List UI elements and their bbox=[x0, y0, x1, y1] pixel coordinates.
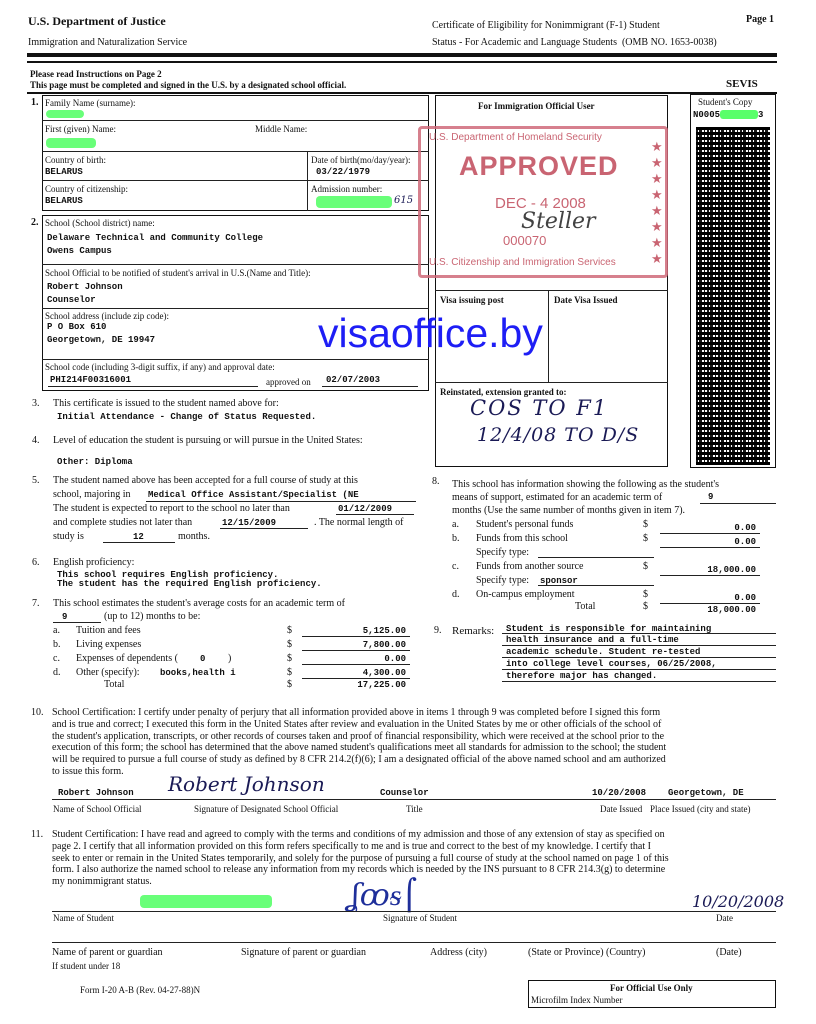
cost-total-label: Total bbox=[104, 679, 125, 690]
cost-row-amount: 7,800.00 bbox=[362, 640, 406, 650]
certificate-title: Certificate of Eligibility for Nonimmigrant (F-1) Student bbox=[432, 20, 660, 31]
support-total-label: Total bbox=[575, 601, 596, 612]
school-code: PHI214F00316001 bbox=[50, 375, 132, 385]
item-5-months-label: months. bbox=[178, 531, 210, 542]
student-copy-label: Student's Copy bbox=[698, 97, 753, 107]
dob-label: Date of birth(mo/day/year): bbox=[311, 155, 411, 165]
item-4-value: Other: Diploma bbox=[57, 457, 133, 467]
cost-row-label: Other (specify): bbox=[76, 667, 140, 678]
sevis-id: N0005 3 bbox=[693, 110, 764, 120]
header-rule bbox=[27, 53, 777, 57]
school-address-label: School address (include zip code): bbox=[45, 311, 169, 321]
cost-row-dollar: $ bbox=[287, 667, 292, 678]
certification-line: and is true and correct; I executed this form in the United States after review and evaluation in the United States by me or other officials of the school of bbox=[52, 718, 662, 730]
remarks-label: Remarks: bbox=[452, 625, 495, 637]
certificate-subtitle: Status - For Academic and Language Students (OMB NO. 1653-0038) bbox=[432, 37, 717, 48]
birth-country-value: BELARUS bbox=[45, 167, 83, 177]
student-name-label: Name of Student bbox=[53, 913, 114, 923]
remarks-line-2: health insurance and a full-time bbox=[506, 635, 679, 645]
item-7-number: 7. bbox=[32, 598, 40, 609]
stamp-stars: ★ ★ ★ ★ ★ ★ ★ ★ bbox=[651, 139, 663, 266]
school-address-1: P O Box 610 bbox=[47, 322, 107, 332]
item-7-months-label: (up to 12) months to be: bbox=[104, 611, 201, 622]
remarks-line-1: Student is responsible for maintaining bbox=[506, 624, 712, 634]
citizenship-label: Country of citizenship: bbox=[45, 184, 128, 194]
item-4-number: 4. bbox=[32, 435, 40, 446]
cost-row-amount: 4,300.00 bbox=[362, 668, 406, 678]
cost-row-label: Living expenses bbox=[76, 639, 142, 650]
support-label: Student's personal funds bbox=[476, 519, 574, 530]
instructions-rule bbox=[27, 92, 777, 94]
certification-line: page 2. I certify that all information provided on this form refers specifically to me and is true and correct to the best of my knowledge. I certify that I bbox=[52, 840, 651, 852]
support-line bbox=[660, 603, 760, 604]
item-6-value-2: The student has the required English proficiency. bbox=[57, 579, 322, 589]
stamp-number: 000070 bbox=[503, 233, 547, 248]
instructions-line2: This page must be completed and signed in the U.S. by a designated school official. bbox=[30, 80, 347, 90]
cost-row-label: Tuition and fees bbox=[76, 625, 141, 636]
dob-value: 03/22/1979 bbox=[316, 167, 371, 177]
department-title: U.S. Department of Justice bbox=[28, 14, 166, 28]
item-1-number: 1. bbox=[31, 97, 39, 108]
item-5-major: Medical Office Assistant/Specialist (NE bbox=[148, 490, 359, 500]
support-specify-c: Specify type: bbox=[476, 575, 530, 586]
page-number: Page 1 bbox=[746, 14, 775, 25]
support-total-dollar: $ bbox=[643, 601, 648, 612]
cost-row-letter: c. bbox=[53, 653, 60, 664]
guardian-date-label: (Date) bbox=[716, 947, 742, 958]
specify-line-b bbox=[538, 557, 654, 558]
certification-line: to issue this form. bbox=[52, 765, 124, 777]
stamp-signature: Steller bbox=[521, 209, 596, 234]
support-dollar: $ bbox=[643, 589, 648, 600]
cost-row-dollar: $ bbox=[287, 639, 292, 650]
stamp-department: U.S. Department of Homeland Security bbox=[429, 132, 602, 143]
support-letter: a. bbox=[452, 519, 459, 530]
visa-issuing-post-label: Visa issuing post bbox=[440, 295, 504, 305]
item-5-number: 5. bbox=[32, 475, 40, 486]
place-issued: Georgetown, DE bbox=[668, 788, 744, 798]
item-5-study-label: study is bbox=[53, 531, 84, 542]
cost-row-letter: d. bbox=[53, 667, 61, 678]
stamp-approved: APPROVED bbox=[459, 151, 619, 181]
date-issued-label: Date Issued bbox=[600, 804, 643, 814]
microfilm-label: Microfilm Index Number bbox=[531, 995, 623, 1005]
middle-name-label: Middle Name: bbox=[255, 124, 308, 134]
admission-label: Admission number: bbox=[311, 184, 383, 194]
stamp-date: DEC - 4 2008 bbox=[495, 195, 586, 212]
family-name-label: Family Name (surname): bbox=[45, 98, 136, 108]
first-name-label: First (given) Name: bbox=[45, 124, 116, 134]
support-dollar: $ bbox=[643, 561, 648, 572]
item-5-length: 12 bbox=[133, 532, 144, 542]
cost-total-amount: 17,225.00 bbox=[357, 680, 406, 690]
support-label: Funds from another source bbox=[476, 561, 584, 572]
guardian-state-label: (State or Province) (Country) bbox=[528, 947, 646, 958]
barcode bbox=[696, 127, 770, 465]
certification-line: form. I also authorize the named school to release any information from my records which is needed by the INS pursuant to 8 CFR 214.3(g) to determine bbox=[52, 864, 666, 876]
school-address-2: Georgetown, DE 19947 bbox=[47, 335, 156, 345]
stamp-agency: U.S. Citizenship and Immigration Services bbox=[429, 257, 616, 268]
place-issued-label: Place Issued (city and state) bbox=[650, 804, 751, 814]
other-expense-type: books,health i bbox=[160, 668, 236, 678]
cost-row-letter: a. bbox=[53, 625, 60, 636]
item-3-value: Initial Attendance - Change of Status Requested. bbox=[57, 412, 317, 422]
remarks-line-5: therefore major has changed. bbox=[506, 671, 658, 681]
header-rule-thin bbox=[27, 61, 777, 63]
item-9-number: 9. bbox=[434, 625, 442, 636]
school-official-signature: Robert Johnson bbox=[168, 772, 325, 796]
certification-line: will be required to pursue a full course of study as defined by 8 CFR 214.2(f)(6); I am a designated official of the above named school and am authorized bbox=[52, 754, 666, 766]
item-2-number: 2. bbox=[31, 217, 39, 228]
certification-line: the student's application, transcripts, or other records of courses taken and proof of financial responsibility, which were received at the school prior to the bbox=[52, 730, 665, 742]
item-5-complete-date: 12/15/2009 bbox=[222, 518, 277, 528]
school-official-name: Robert Johnson bbox=[58, 788, 134, 798]
item-6-value-1: This school requires English proficiency. bbox=[57, 570, 279, 580]
school-official-name-label: Name of School Official bbox=[53, 804, 142, 814]
item-7-label: This school estimates the student's average costs for an academic term of bbox=[53, 598, 345, 609]
instructions-line1: Please read Instructions on Page 2 bbox=[30, 69, 162, 79]
guardian-under-18: If student under 18 bbox=[52, 961, 121, 971]
item-6-number: 6. bbox=[32, 557, 40, 568]
support-specify-b: Specify type: bbox=[476, 547, 530, 558]
item-11-number: 11. bbox=[31, 829, 44, 840]
school-campus: Owens Campus bbox=[47, 246, 112, 256]
redacted-first-name bbox=[46, 138, 96, 148]
cost-row-dollar: $ bbox=[287, 625, 292, 636]
item-5-line1: The student named above has been accepted for a full course of study at this bbox=[53, 475, 358, 486]
support-amount: 0.00 bbox=[734, 523, 756, 533]
student-signature: ʆꝏᵴ⌠ bbox=[350, 878, 418, 913]
support-letter: b. bbox=[452, 533, 460, 544]
form-number: Form I-20 A-B (Rev. 04-27-88)N bbox=[80, 985, 201, 995]
item-5-report-date: 01/12/2009 bbox=[338, 504, 393, 514]
cost-row-line bbox=[302, 664, 410, 665]
support-amount: 0.00 bbox=[734, 593, 756, 603]
support-line bbox=[660, 575, 760, 576]
item-7-term: 9 bbox=[62, 612, 68, 622]
cost-total-dollar: $ bbox=[287, 679, 292, 690]
handwritten-cos: COS TO F1 bbox=[470, 396, 609, 420]
school-official-signature-label: Signature of Designated School Official bbox=[194, 804, 339, 814]
support-line bbox=[660, 533, 760, 534]
item-5-major-label: school, majoring in bbox=[53, 489, 131, 500]
support-letter: c. bbox=[452, 561, 459, 572]
student-date-label: Date bbox=[716, 913, 733, 923]
item-4-label: Level of education the student is pursuing or will pursue in the United States: bbox=[53, 435, 363, 446]
cost-row-letter: b. bbox=[53, 639, 61, 650]
certification-line: Student Certification: I have read and agreed to comply with the terms and conditions of my admission and those of any extension of stay as specified on bbox=[52, 829, 665, 840]
support-dollar: $ bbox=[643, 533, 648, 544]
item-6-label: English proficiency: bbox=[53, 557, 135, 568]
item-8-line3: months (Use the same number of months given in item 7). bbox=[452, 505, 686, 516]
support-dollar: $ bbox=[643, 519, 648, 530]
cost-row-amount: 5,125.00 bbox=[362, 626, 406, 636]
sevis-title: SEVIS bbox=[726, 78, 758, 90]
support-amount: 0.00 bbox=[734, 537, 756, 547]
student-signature-label: Signature of Student bbox=[383, 913, 457, 923]
support-type: sponsor bbox=[540, 576, 578, 586]
official-use-title: For Immigration Official User bbox=[478, 101, 595, 111]
date-visa-issued-label: Date Visa Issued bbox=[554, 295, 618, 305]
redacted-student-name bbox=[140, 895, 272, 908]
handwritten-ds: 12/4/08 TO D/S bbox=[477, 424, 640, 446]
school-official-label: School Official to be notified of student's arrival in U.S.(Name and Title): bbox=[45, 268, 311, 278]
guardian-address-label: Address (city) bbox=[430, 947, 487, 958]
school-certification-text bbox=[52, 707, 782, 778]
item-3-number: 3. bbox=[32, 398, 40, 409]
support-amount: 18,000.00 bbox=[707, 565, 756, 575]
school-name: Delaware Technical and Community College bbox=[47, 233, 264, 243]
dependents-count: 0 bbox=[200, 654, 206, 664]
official-name: Robert Johnson bbox=[47, 282, 123, 292]
redacted-admission bbox=[316, 196, 392, 208]
student-date: 10/20/2008 bbox=[692, 892, 785, 911]
remarks-line-4: into college level courses, 06/25/2008, bbox=[506, 659, 717, 669]
cost-row-dollar: $ bbox=[287, 653, 292, 664]
official-title: Counselor bbox=[47, 295, 96, 305]
guardian-name-label: Name of parent or guardian bbox=[52, 947, 163, 958]
dependents-close: ) bbox=[228, 653, 232, 664]
support-label: On-campus employment bbox=[476, 589, 575, 600]
certification-line: School Certification: I certify under penalty of perjury that all information provided above in items 1 through 9 was completed before I signed this form bbox=[52, 707, 661, 718]
date-issued: 10/20/2008 bbox=[592, 788, 647, 798]
reinstated-label: Reinstated, extension granted to: bbox=[440, 387, 567, 397]
cost-row-label: Expenses of dependents ( bbox=[76, 653, 178, 664]
watermark: visaoffice.by bbox=[318, 310, 543, 356]
item-8-line2: means of support, estimated for an academic term of bbox=[452, 492, 663, 503]
certification-line: execution of this form; the school has determined that the above named student's qualifications meet all standards for admission to the school; the student bbox=[52, 742, 667, 754]
item-8-term: 9 bbox=[708, 492, 714, 502]
certification-line: seek to enter or remain in the United States temporarily, and solely for the purpose of pursuing a full course of study at the school named on page 1 of this bbox=[52, 852, 669, 864]
approved-on-label: approved on bbox=[266, 377, 311, 387]
approved-stamp bbox=[418, 126, 668, 278]
item-8-line1: This school has information showing the following as the student's bbox=[452, 479, 720, 490]
certification-line: my nonimmigrant status. bbox=[52, 876, 152, 888]
support-line bbox=[660, 547, 760, 548]
item-5-length-label: . The normal length of bbox=[314, 517, 404, 528]
cost-row-amount: 0.00 bbox=[384, 654, 406, 664]
item-3-label: This certificate is issued to the student named above for: bbox=[53, 398, 279, 409]
school-code-label: School code (including 3-digit suffix, if any) and approval date: bbox=[45, 362, 275, 372]
official-use-only: For Official Use Only bbox=[610, 983, 693, 993]
guardian-signature-label: Signature of parent or guardian bbox=[241, 947, 366, 958]
item-5-complete-label: and complete studies not later than bbox=[53, 517, 193, 528]
school-name-label: School (School district) name: bbox=[45, 218, 155, 228]
cost-row-line bbox=[302, 636, 410, 637]
support-total-amount: 18,000.00 bbox=[707, 605, 756, 615]
item-5-report-label: The student is expected to report to the school no later than bbox=[53, 503, 290, 514]
service-name: Immigration and Naturalization Service bbox=[28, 37, 188, 48]
support-letter: d. bbox=[452, 589, 460, 600]
support-label: Funds from this school bbox=[476, 533, 568, 544]
redacted-family-name bbox=[46, 110, 84, 118]
item-10-number: 10. bbox=[31, 707, 44, 718]
specify-line-c bbox=[538, 585, 654, 586]
admission-tail: 615 bbox=[394, 195, 414, 206]
school-official-title: Counselor bbox=[380, 788, 429, 798]
cost-row-line bbox=[302, 678, 410, 679]
cost-row-line bbox=[302, 650, 410, 651]
birth-country-label: Country of birth: bbox=[45, 155, 106, 165]
item-8-number: 8. bbox=[432, 476, 440, 487]
remarks-line-3: academic schedule. Student re-tested bbox=[506, 647, 701, 657]
citizenship-value: BELARUS bbox=[45, 196, 83, 206]
approval-date: 02/07/2003 bbox=[326, 375, 381, 385]
school-official-title-label: Title bbox=[406, 804, 423, 814]
